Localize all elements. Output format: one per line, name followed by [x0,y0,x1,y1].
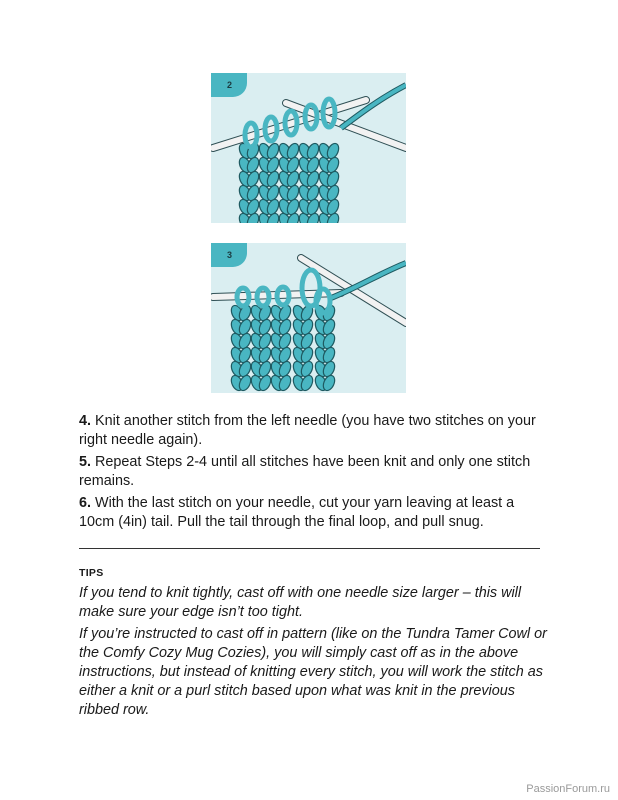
figure-step-3 [211,243,406,393]
knitting-illustration-step-2 [211,73,406,223]
figure-step-2 [211,73,406,223]
tip-item: If you tend to knit tightly, cast off with one needle size larger – this will make sure your edge isn’t too tight. [79,585,522,620]
divider [79,548,540,549]
knit-stitches-icon [237,142,341,223]
figure-number-badge: 3 [211,243,247,267]
knit-stitches-icon [229,304,337,393]
tips-heading: TIPS [79,567,104,579]
step-item: 5. Repeat Steps 2-4 until all stitches have been knit and only one stitch remains. [79,454,531,489]
tip-item: If you’re instructed to cast off in pattern (like on the Tundra Tamer Cowl or the Comfy Cozy Mug Cozies), you will simply cast off as in the above instructions, but instead of knitting every stitch, you will work the stitch as either a knit or a purl stitch based upon what was knit in the previous ribbed row. [79,626,547,718]
step-item: 4. Knit another stitch from the left needle (you have two stitches on your right needle again). [79,413,536,448]
instruction-steps [79,412,549,535]
knitting-illustration-step-3 [211,243,406,393]
tips-list [79,584,549,723]
watermark: PassionForum.ru [526,783,610,795]
step-item: 6. With the last stitch on your needle, cut your yarn leaving at least a 10cm (4in) tail. Pull the tail through the final loop, and pull snug. [79,495,515,530]
figure-number-badge: 2 [211,73,247,97]
